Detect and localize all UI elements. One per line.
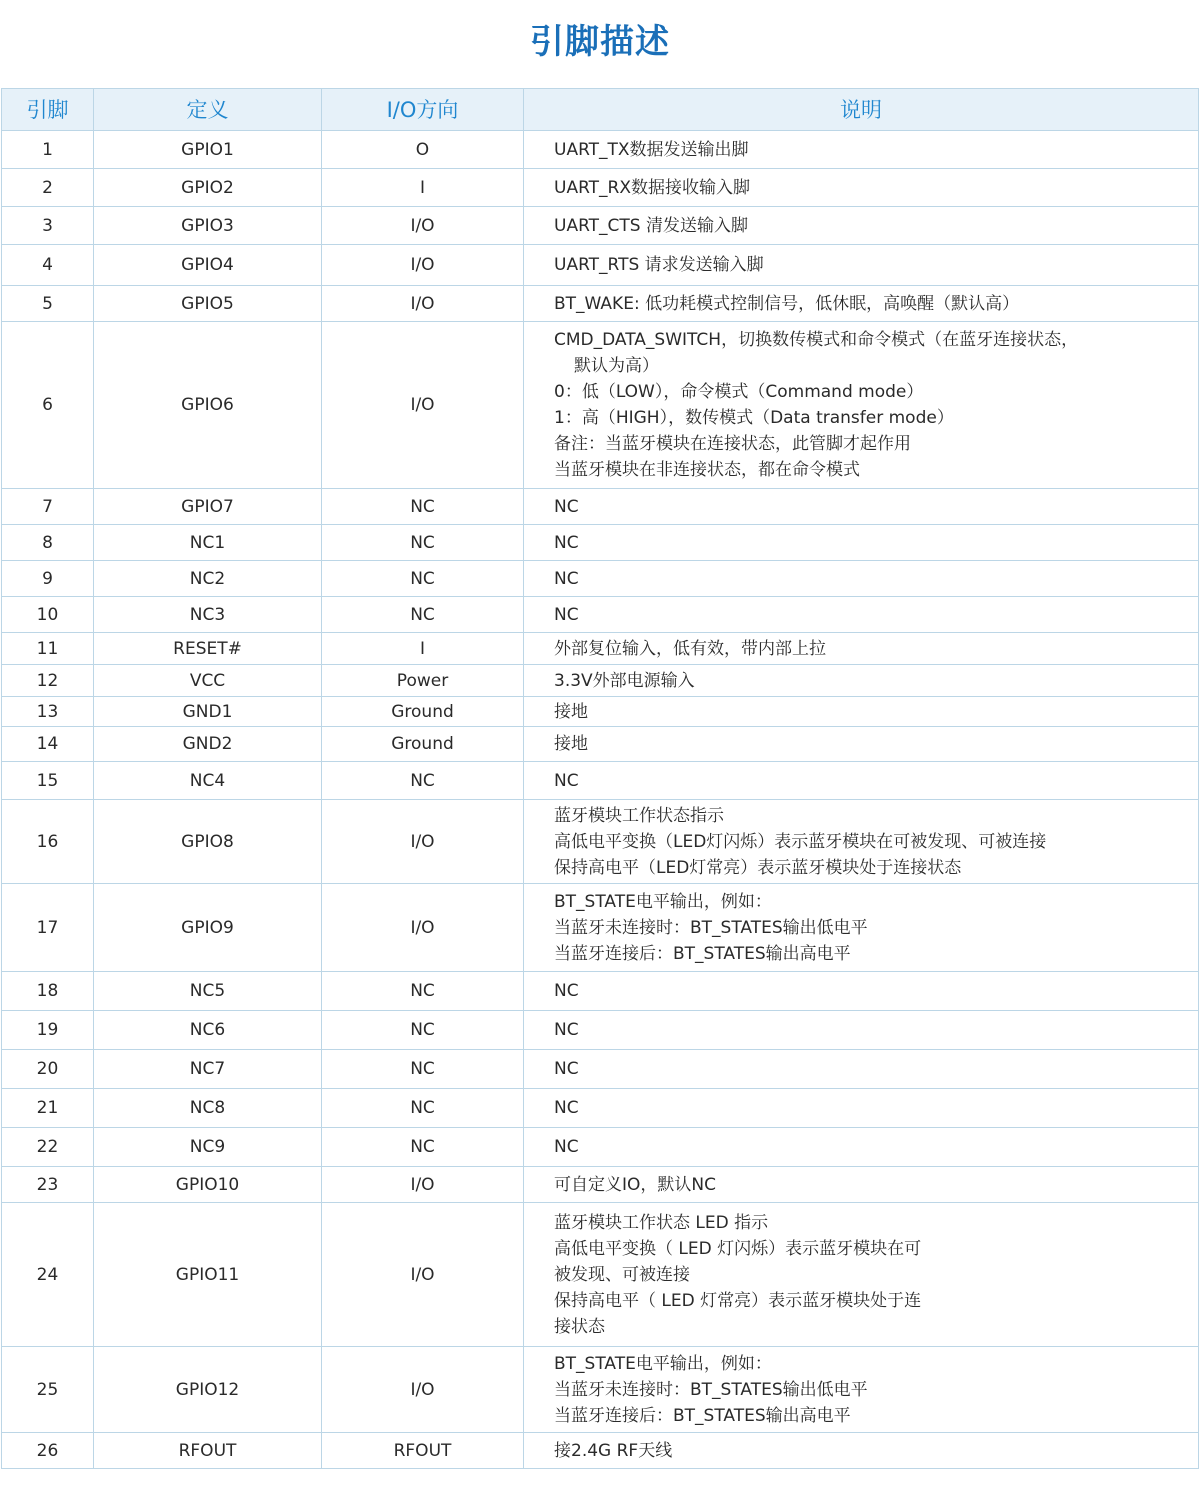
description-cell xyxy=(524,697,1199,727)
io-direction-cell: I/O xyxy=(322,245,524,286)
pin-definition-cell: NC6 xyxy=(94,1011,322,1050)
io-direction-cell: I/O xyxy=(322,286,524,322)
pin-definition-cell: NC4 xyxy=(94,762,322,800)
description-cell xyxy=(524,1167,1199,1203)
pin-definition-cell: NC1 xyxy=(94,525,322,561)
pin-number-cell: 26 xyxy=(2,1433,94,1469)
pin-number-cell: 7 xyxy=(2,489,94,525)
description-line: UART_TX数据发送输出脚 xyxy=(554,139,749,160)
pin-number-cell: 2 xyxy=(2,169,94,207)
pin-number-cell: 6 xyxy=(2,322,94,489)
io-direction-cell: NC xyxy=(322,1089,524,1128)
pin-definition-cell: GPIO1 xyxy=(94,131,322,169)
table-row xyxy=(2,1011,1199,1050)
description-line: UART_RTS 请求发送输入脚 xyxy=(554,255,764,275)
description-line: 当蓝牙未连接时：BT_STATES输出低电平 xyxy=(554,1379,868,1400)
table-row xyxy=(2,972,1199,1011)
pin-definition-cell: NC2 xyxy=(94,561,322,597)
description-cell xyxy=(524,561,1199,597)
pin-number-cell: 8 xyxy=(2,525,94,561)
description-line: 被发现、可被连接 xyxy=(554,1264,690,1285)
io-direction-cell: Power xyxy=(322,665,524,697)
description-line: 当蓝牙未连接时：BT_STATES输出低电平 xyxy=(554,917,868,938)
description-cell xyxy=(524,1433,1199,1469)
table-row xyxy=(2,286,1199,322)
pin-number-cell: 19 xyxy=(2,1011,94,1050)
io-direction-cell: NC xyxy=(322,1011,524,1050)
description-line: CMD_DATA_SWITCH，切换数传模式和命令模式（在蓝牙连接状态， xyxy=(554,330,1079,350)
description-cell xyxy=(524,727,1199,762)
pin-number-cell: 23 xyxy=(2,1167,94,1203)
description-line: 接地 xyxy=(554,701,588,722)
table-row xyxy=(2,1347,1199,1433)
table-row xyxy=(2,697,1199,727)
description-line: NC xyxy=(554,1098,579,1118)
pin-definition-cell: GPIO2 xyxy=(94,169,322,207)
description-cell xyxy=(524,1347,1199,1433)
table-row xyxy=(2,131,1199,169)
pin-table xyxy=(1,88,1199,1469)
description-cell xyxy=(524,169,1199,207)
pin-definition-cell: NC9 xyxy=(94,1128,322,1167)
description-line: 当蓝牙连接后：BT_STATES输出高电平 xyxy=(554,943,851,964)
pin-definition-cell: RFOUT xyxy=(94,1433,322,1469)
description-line: NC xyxy=(554,1059,579,1079)
description-line: 备注：当蓝牙模块在连接状态，此管脚才起作用 xyxy=(554,434,911,454)
pin-number-cell: 24 xyxy=(2,1203,94,1347)
description-line: NC xyxy=(554,981,579,1001)
description-line: 外部复位输入，低有效，带内部上拉 xyxy=(554,638,826,659)
description-line: NC xyxy=(554,1137,579,1157)
table-body xyxy=(2,131,1199,1469)
pin-definition-cell: NC7 xyxy=(94,1050,322,1089)
pin-definition-cell: GPIO6 xyxy=(94,322,322,489)
description-line: 3.3V外部电源输入 xyxy=(554,670,695,691)
description-line: 保持高电平（LED灯常亮）表示蓝牙模块处于连接状态 xyxy=(554,857,962,878)
description-cell xyxy=(524,286,1199,322)
io-direction-cell: I/O xyxy=(322,884,524,972)
io-direction-cell: I/O xyxy=(322,322,524,489)
table-row xyxy=(2,665,1199,697)
pin-definition-cell: GPIO3 xyxy=(94,207,322,245)
io-direction-cell: NC xyxy=(322,1128,524,1167)
table-row xyxy=(2,597,1199,633)
table-row xyxy=(2,169,1199,207)
description-line: 当蓝牙模块在非连接状态，都在命令模式 xyxy=(554,460,860,480)
pin-definition-cell: NC5 xyxy=(94,972,322,1011)
io-direction-cell: RFOUT xyxy=(322,1433,524,1469)
description-line: UART_RX数据接收输入脚 xyxy=(554,177,750,198)
description-line: 蓝牙模块工作状态指示 xyxy=(554,805,724,826)
io-direction-cell: O xyxy=(322,131,524,169)
pin-number-cell: 11 xyxy=(2,633,94,665)
description-line: UART_CTS 清发送输入脚 xyxy=(554,215,748,236)
table-row xyxy=(2,489,1199,525)
table-row xyxy=(2,1167,1199,1203)
description-cell xyxy=(524,489,1199,525)
description-line: 当蓝牙连接后：BT_STATES输出高电平 xyxy=(554,1405,851,1426)
io-direction-cell: Ground xyxy=(322,727,524,762)
io-direction-cell: NC xyxy=(322,525,524,561)
pin-number-cell: 22 xyxy=(2,1128,94,1167)
description-line: NC xyxy=(554,770,579,791)
description-cell xyxy=(524,1203,1199,1347)
column-header-description: 说明 xyxy=(524,89,1199,131)
column-header-pin: 引脚 xyxy=(2,89,94,131)
description-cell xyxy=(524,800,1199,884)
table-row xyxy=(2,207,1199,245)
pin-definition-cell: GPIO7 xyxy=(94,489,322,525)
description-cell xyxy=(524,245,1199,286)
table-header-row xyxy=(2,89,1199,131)
description-cell xyxy=(524,131,1199,169)
table-row xyxy=(2,762,1199,800)
description-cell xyxy=(524,322,1199,489)
description-line: 蓝牙模块工作状态 LED 指示 xyxy=(554,1212,769,1233)
description-cell xyxy=(524,597,1199,633)
table-row xyxy=(2,1050,1199,1089)
table-row xyxy=(2,245,1199,286)
pin-number-cell: 5 xyxy=(2,286,94,322)
io-direction-cell: NC xyxy=(322,597,524,633)
description-line: 高低电平变换（ LED 灯闪烁）表示蓝牙模块在可 xyxy=(554,1238,922,1259)
table-row xyxy=(2,1089,1199,1128)
pin-number-cell: 21 xyxy=(2,1089,94,1128)
table-row xyxy=(2,322,1199,489)
description-line: BT_WAKE: 低功耗模式控制信号，低休眠，高唤醒（默认高） xyxy=(554,293,1020,314)
description-cell xyxy=(524,1050,1199,1089)
table-row xyxy=(2,1203,1199,1347)
table-row xyxy=(2,800,1199,884)
pin-number-cell: 17 xyxy=(2,884,94,972)
io-direction-cell: NC xyxy=(322,561,524,597)
io-direction-cell: I xyxy=(322,633,524,665)
pin-definition-cell: GPIO4 xyxy=(94,245,322,286)
io-direction-cell: NC xyxy=(322,489,524,525)
description-line: NC xyxy=(554,1020,579,1040)
description-line: NC xyxy=(554,532,579,553)
pin-number-cell: 16 xyxy=(2,800,94,884)
table-row xyxy=(2,561,1199,597)
description-line: 接状态 xyxy=(554,1316,605,1337)
description-line: NC xyxy=(554,604,579,625)
pin-definition-cell: GPIO12 xyxy=(94,1347,322,1433)
io-direction-cell: I xyxy=(322,169,524,207)
page-title: 引脚描述 xyxy=(530,22,670,62)
table-row xyxy=(2,884,1199,972)
description-line: 接2.4G RF天线 xyxy=(554,1440,673,1461)
description-cell xyxy=(524,525,1199,561)
pin-number-cell: 10 xyxy=(2,597,94,633)
description-cell xyxy=(524,1128,1199,1167)
pin-definition-cell: GPIO10 xyxy=(94,1167,322,1203)
io-direction-cell: I/O xyxy=(322,1167,524,1203)
description-line: BT_STATE电平输出，例如： xyxy=(554,891,772,912)
description-cell xyxy=(524,884,1199,972)
pin-number-cell: 18 xyxy=(2,972,94,1011)
pin-number-cell: 3 xyxy=(2,207,94,245)
description-cell xyxy=(524,762,1199,800)
column-header-definition: 定义 xyxy=(94,89,322,131)
io-direction-cell: NC xyxy=(322,1050,524,1089)
pin-definition-cell: GND2 xyxy=(94,727,322,762)
description-cell xyxy=(524,1011,1199,1050)
pin-definition-cell: GPIO9 xyxy=(94,884,322,972)
column-header-io-direction: I/O方向 xyxy=(322,89,524,131)
pin-number-cell: 14 xyxy=(2,727,94,762)
description-line: BT_STATE电平输出，例如： xyxy=(554,1353,772,1374)
pin-definition-cell: GPIO5 xyxy=(94,286,322,322)
io-direction-cell: I/O xyxy=(322,207,524,245)
description-cell xyxy=(524,972,1199,1011)
io-direction-cell: Ground xyxy=(322,697,524,727)
description-line: 1：高（HIGH），数传模式（Data transfer mode） xyxy=(554,408,954,428)
description-cell xyxy=(524,665,1199,697)
description-cell xyxy=(524,207,1199,245)
description-line: 0：低（LOW），命令模式（Command mode） xyxy=(554,382,924,402)
pin-definition-cell: NC3 xyxy=(94,597,322,633)
description-cell xyxy=(524,1089,1199,1128)
description-line: 接地 xyxy=(554,734,588,754)
table-row xyxy=(2,1433,1199,1469)
pin-definition-cell: NC8 xyxy=(94,1089,322,1128)
description-line: NC xyxy=(554,496,579,517)
pin-definition-cell: GPIO8 xyxy=(94,800,322,884)
description-line: NC xyxy=(554,568,579,589)
pin-number-cell: 15 xyxy=(2,762,94,800)
pin-definition-cell: GPIO11 xyxy=(94,1203,322,1347)
description-cell xyxy=(524,633,1199,665)
pin-number-cell: 25 xyxy=(2,1347,94,1433)
pin-number-cell: 12 xyxy=(2,665,94,697)
io-direction-cell: I/O xyxy=(322,1347,524,1433)
io-direction-cell: NC xyxy=(322,972,524,1011)
description-line: 保持高电平（ LED 灯常亮）表示蓝牙模块处于连 xyxy=(554,1290,922,1311)
description-line: 高低电平变换（LED灯闪烁）表示蓝牙模块在可被发现、可被连接 xyxy=(554,831,1047,852)
table-row xyxy=(2,633,1199,665)
pin-number-cell: 1 xyxy=(2,131,94,169)
table-row xyxy=(2,1128,1199,1167)
io-direction-cell: I/O xyxy=(322,1203,524,1347)
pin-number-cell: 13 xyxy=(2,697,94,727)
io-direction-cell: I/O xyxy=(322,800,524,884)
table-row xyxy=(2,727,1199,762)
pin-definition-cell: RESET# xyxy=(94,633,322,665)
description-line: 可自定义IO，默认NC xyxy=(554,1174,716,1195)
table-row xyxy=(2,525,1199,561)
pin-number-cell: 20 xyxy=(2,1050,94,1089)
pin-definition-cell: GND1 xyxy=(94,697,322,727)
pin-number-cell: 9 xyxy=(2,561,94,597)
pin-definition-cell: VCC xyxy=(94,665,322,697)
pin-number-cell: 4 xyxy=(2,245,94,286)
description-line: 默认为高） xyxy=(574,356,659,376)
io-direction-cell: NC xyxy=(322,762,524,800)
